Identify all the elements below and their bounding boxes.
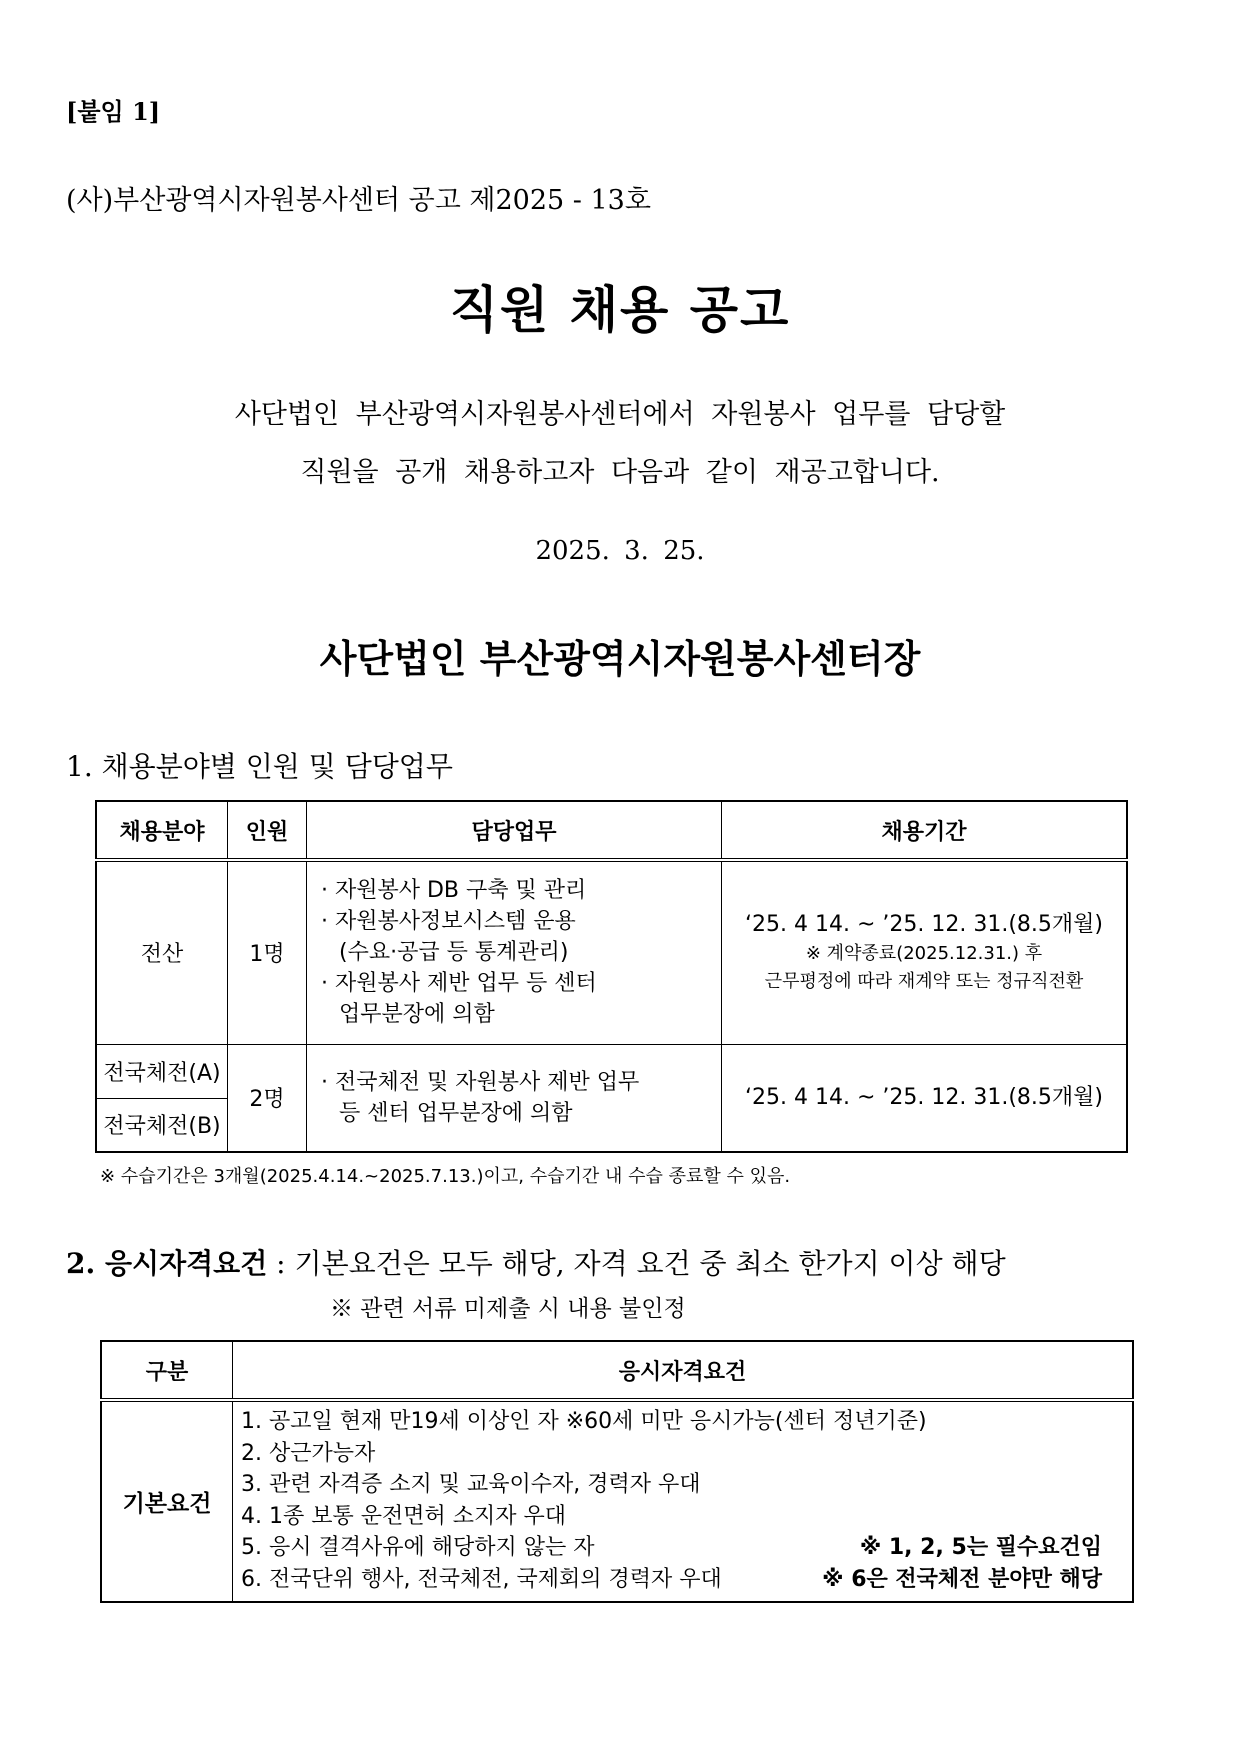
duty-line: · 전국체전 및 자원봉사 제반 업무	[321, 1069, 640, 1095]
notice-date: 2025. 3. 25.	[535, 536, 705, 566]
count-cell: 2명	[228, 1044, 307, 1152]
duties-cell	[307, 1044, 722, 1152]
requirement-item: 1. 공고일 현재 만19세 이상인 자 ※60세 미만 응시가능(센터 정년기준)	[241, 1409, 927, 1434]
table-header-row	[101, 1341, 1133, 1400]
notice-number: (사)부산광역시자원봉사센터 공고 제2025 - 13호	[66, 185, 651, 216]
section-1-heading: 1. 채용분야별 인원 및 담당업무	[66, 750, 453, 783]
period-note-1: ※ 계약종료(2025.12.31.) 후	[805, 942, 1043, 964]
requirement-note: ※ 1, 2, 5는 필수요건임	[859, 1535, 1102, 1560]
requirement-note: ※ 6은 전국체전 분야만 해당	[822, 1566, 1102, 1592]
period-text: ‘25. 4 14. ~ ’25. 12. 31.(8.5개월)	[745, 1084, 1103, 1110]
probation-note: ※ 수습기간은 3개월(2025.4.14.~2025.7.13.)이고, 수습기간 내 수습 종료할 수 있음.	[100, 1166, 791, 1187]
period-cell	[722, 1044, 1128, 1152]
requirement-item: 4. 1종 보통 운전면허 소지자 우대	[241, 1503, 566, 1529]
document-note: ※ 관련 서류 미제출 시 내용 불인정	[330, 1296, 686, 1322]
organization-name: 사단법인 부산광역시자원봉사센터장	[319, 637, 921, 681]
period-note-2: 근무평정에 따라 재계약 또는 정규직전환	[764, 970, 1084, 992]
table-row	[96, 860, 1127, 1044]
requirement-text: 6. 전국단위 행사, 전국체전, 국제회의 경력자 우대	[241, 1566, 722, 1592]
duty-line: (수요·공급 등 통계관리)	[339, 940, 569, 966]
section-2-heading-rest: : 기본요건은 모두 해당, 자격 요건 중 최소 한가지 이상 해당	[267, 1247, 1006, 1280]
duty-line: 등 센터 업무분장에 의함	[339, 1100, 573, 1126]
requirement-item: 3. 관련 자격증 소지 및 교육이수자, 경력자 우대	[241, 1472, 701, 1497]
field-cell-b: 전국체전(B)	[96, 1098, 228, 1152]
period-text: ‘25. 4 14. ~ ’25. 12. 31.(8.5개월)	[745, 911, 1103, 937]
duties-cell	[307, 860, 722, 1044]
requirement-text: 5. 응시 결격사유에 해당하지 않는 자	[241, 1535, 595, 1560]
table-row	[96, 1044, 1127, 1098]
intro-line-1: 사단법인 부산광역시자원봉사센터에서 자원봉사 업무를 담당할	[234, 399, 1006, 430]
requirement-item	[241, 1532, 1102, 1564]
requirement-item	[241, 1564, 1102, 1596]
table-header-row	[96, 801, 1127, 860]
col-category: 구분	[101, 1341, 233, 1400]
attachment-label: [붙임 1]	[66, 97, 161, 126]
period-cell	[722, 860, 1128, 1044]
section-2-heading	[66, 1242, 1006, 1282]
category-cell: 기본요건	[101, 1400, 233, 1602]
page-title: 직원 채용 공고	[449, 281, 791, 339]
table-row	[101, 1400, 1133, 1602]
recruitment-table	[95, 800, 1128, 1153]
duty-line: · 자원봉사 제반 업무 등 센터	[321, 971, 597, 997]
intro-line-2: 직원을 공개 채용하고자 다음과 같이 재공고합니다.	[300, 457, 940, 488]
duty-line: · 자원봉사 DB 구축 및 관리	[321, 878, 587, 904]
section-2-heading-bold: 2. 응시자격요건	[66, 1247, 268, 1280]
col-period: 채용기간	[722, 801, 1128, 860]
requirements-cell	[233, 1400, 1134, 1602]
field-cell-a: 전국체전(A)	[96, 1044, 228, 1098]
requirement-item: 2. 상근가능자	[241, 1440, 376, 1466]
duty-line: · 자원봉사정보시스템 운용	[321, 909, 576, 935]
col-requirements: 응시자격요건	[233, 1341, 1134, 1400]
col-count: 인원	[228, 801, 307, 860]
duty-line: 업무분장에 의함	[339, 1002, 495, 1028]
col-field: 채용분야	[96, 801, 228, 860]
qualification-table	[100, 1340, 1134, 1603]
field-cell: 전산	[96, 860, 228, 1044]
count-cell: 1명	[228, 860, 307, 1044]
col-duties: 담당업무	[307, 801, 722, 860]
